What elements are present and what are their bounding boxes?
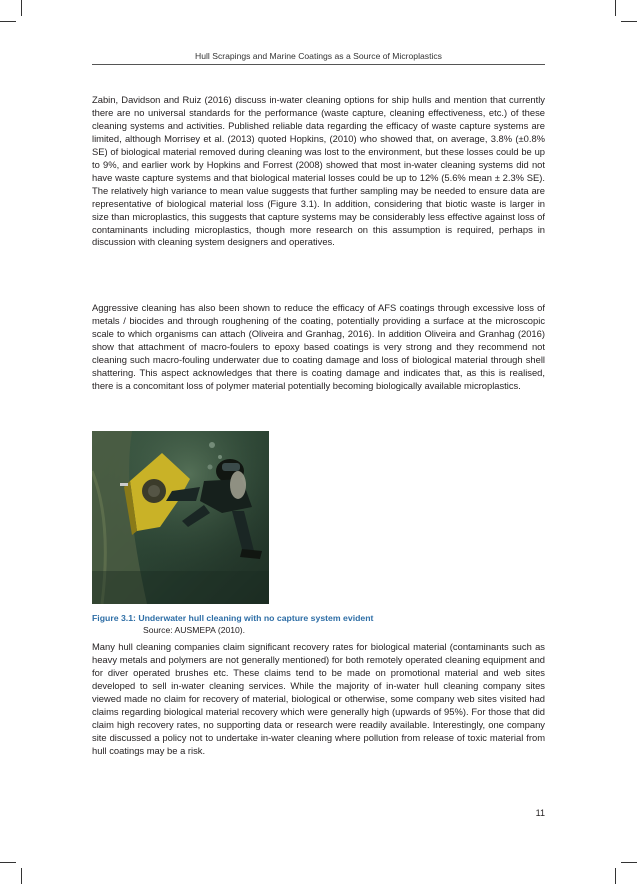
figure-caption: Figure 3.1: Underwater hull cleaning with no capture system evident	[92, 613, 374, 623]
crop-mark	[621, 862, 637, 863]
crop-mark	[615, 0, 616, 16]
crop-mark	[0, 21, 16, 22]
running-header: Hull Scrapings and Marine Coatings as a Source of Microplastics	[195, 51, 442, 61]
crop-mark	[21, 0, 22, 16]
figure-photo-diver-hull-cleaning	[92, 431, 269, 604]
crop-mark	[615, 868, 616, 884]
body-paragraph-1: Zabin, Davidson and Ruiz (2016) discuss in-water cleaning options for ship hulls and mention that currently there are no universal standards for the performance (waste capture, cleaning effectiveness, etc.) of these cleaning systems and activities. Published reliable data regarding the efficacy of waste capture systems are limited, although Morrisey et al. (2013) quoted Hopkins, (2010) who showed that, on average, 3.8% (±0.8% SE) of biological material removed during cleaning was lost to the environment, but these losses could be up to 9%, and earlier work by Hopkins and Forrest (2008) showed that most in-water cleaning systems did not have waste capture systems and that biological material losses could be up to 12% (5.6% mean ± 2.3% SE). The relatively high variance to mean value suggests that further sampling may be needed to ensure data are representative of biological material loss (Figure 3.1). In addition, considering that biotic waste is larger in size than microplastics, this suggests that capture systems may be considerably less effective against loss of contaminants including microplastics, though more research on this assumption is required, perhaps in discussion with cleaning system designers and operatives.	[92, 94, 545, 248]
crop-mark	[21, 868, 22, 884]
body-paragraph-2: Aggressive cleaning has also been shown to reduce the efficacy of AFS coatings through excessive loss of metals / biocides and through roughening of the coating, potentially providing a surface at the microscopic scale to which organisms can attach (Oliveira and Granhag, 2016). In addition Oliveira and Granhag (2016) show that attachment of macro-foulers to epoxy based coatings is very strong and they recommend not cleaning such macro-fouling underwater due to coating damage and loss of biological material through shell shattering. This aspect acknowledges that there is coating damage and indicates that, as this is realised, there is a concomitant loss of polymer material potentially becoming biologically available microplastics.	[92, 302, 545, 391]
crop-mark	[0, 862, 16, 863]
header-rule	[92, 64, 545, 65]
figure-source: Source: AUSMEPA (2010).	[143, 625, 246, 635]
page-number: 11	[535, 808, 545, 818]
body-paragraph-3: Many hull cleaning companies claim significant recovery rates for biological material (contaminants such as heavy metals and polymers are not generally mentioned) for both remotely operated cleaning equipment and for diver operated brushes etc. These claims tend to be made on promotional material and web sites developed to sell in-water cleaning services. While the majority of in-water hull cleaning company sites viewed made no claim for recovery of material, biological or otherwise, some company web sites visited had claims regarding biological material recovery which were generally high (upwards of 95%). For those that did claim high recovery rates, no supporting data or research were readily available. Interestingly, one company site discussed a policy not to undertake in-water cleaning where pollution from release of toxic material from hull coatings may be a risk.	[92, 641, 545, 756]
crop-mark	[621, 21, 637, 22]
